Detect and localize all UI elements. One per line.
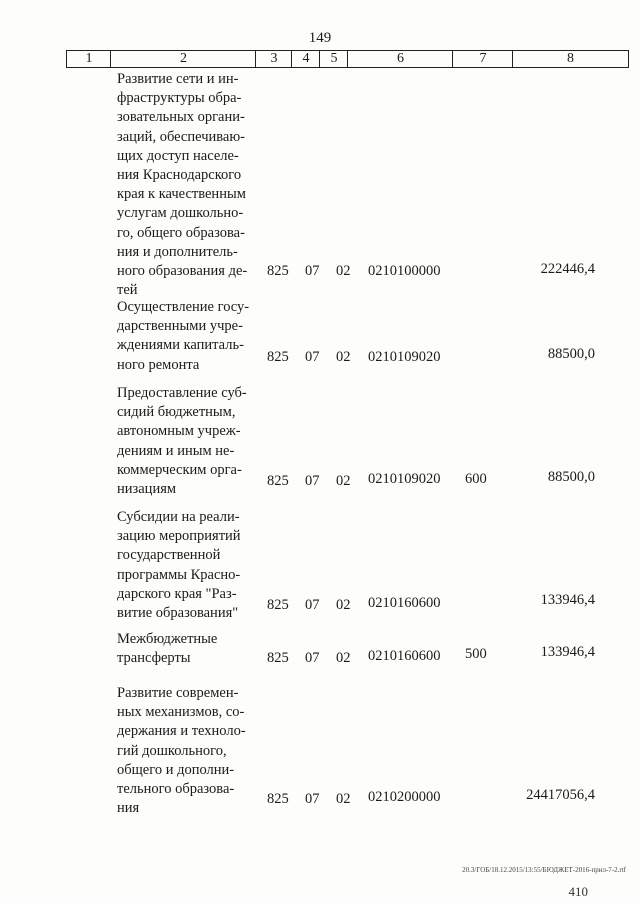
footer-file-code: 20.3/ГОБ/18.12.2015/13:55/БЮДЖЕТ-2016-прил-7-2.rtf [462,866,626,874]
description-line: Субсидии на реали- [117,509,240,525]
row-4-col-6: 0210160600 [368,595,441,611]
header-col-3: 3 [255,50,292,68]
row-5-col-4: 07 [305,650,320,666]
header-col-1: 1 [66,50,111,68]
description-line: зовательных органи- [117,109,245,126]
description-line: дениям и иным не- [117,442,235,459]
row-5-description [117,630,257,668]
description-line: гий дошкольного, [117,742,227,759]
table-header [66,50,628,68]
description-line: государственной [117,547,221,564]
row-3-col-6: 0210109020 [368,471,441,487]
description-line: фраструктуры обра- [117,90,242,107]
description-line: Осуществление госу- [117,299,250,315]
description-line: го, общего образова- [117,224,245,241]
description-line: щих доступ населе- [117,147,239,164]
row-6-col-5: 02 [336,791,351,807]
description-line: ного образования де- [117,263,248,280]
description-line: сидий бюджетным, [117,404,236,421]
row-2-col-4: 07 [305,349,320,365]
description-line: ния [117,800,140,817]
row-3-col-8: 88500,0 [547,469,595,485]
description-line: ния Краснодарского [117,167,242,184]
row-6-col-8: 24417056,4 [526,787,595,803]
row-2-description [117,298,257,375]
row-4-description [117,508,257,623]
description-line: ных механизмов, со- [117,704,245,721]
description-line: тей [117,282,138,299]
description-line: держания и техноло- [117,723,246,740]
row-6-col-6: 0210200000 [368,789,441,805]
row-2-col-5: 02 [336,349,351,365]
row-5-col-5: 02 [336,650,351,666]
description-line: Развитие сети и ин- [117,71,239,87]
description-line: коммерческим орга- [117,461,242,478]
description-line: заций, обеспечиваю- [117,128,246,145]
description-line: Развитие современ- [117,685,239,701]
description-line: общего и дополни- [117,761,235,778]
page-number: 149 [308,30,332,46]
header-col-4: 4 [291,50,320,68]
description-line: зацию мероприятий [117,528,241,545]
description-line: края к качественным [117,186,246,203]
footer-page-number: 410 [568,884,588,899]
description-line: тельного образова- [117,781,235,798]
row-1-description [117,70,257,300]
row-1-col-6: 0210100000 [368,263,441,279]
description-line: услугам дошкольно- [117,205,244,222]
row-2-col-3: 825 [267,349,289,365]
header-col-8: 8 [512,50,629,68]
row-5-col-8: 133946,4 [540,644,595,660]
row-5-col-3: 825 [267,650,289,666]
description-line: ния и дополнитель- [117,243,238,260]
description-line: дарского края "Раз- [117,585,237,602]
description-line: программы Красно- [117,566,241,583]
description-line: ного ремонта [117,356,200,373]
description-line: низациям [117,481,177,498]
row-3-description [117,384,257,499]
header-col-6: 6 [347,50,453,68]
description-line: автономным учреж- [117,423,241,440]
row-1-col-4: 07 [305,263,320,279]
header-col-2: 2 [110,50,256,68]
description-line: Предоставление суб- [117,385,247,401]
row-3-col-3: 825 [267,473,289,489]
row-3-col-5: 02 [336,473,351,489]
row-4-col-5: 02 [336,597,351,613]
row-2-col-8: 88500,0 [547,346,595,362]
row-6-description [117,684,257,818]
description-line: ждениями капиталь- [117,337,244,354]
description-line: витие образования" [117,605,239,622]
row-4-col-4: 07 [305,597,320,613]
description-line: дарственными учре- [117,318,243,335]
row-5-col-6: 0210160600 [368,648,441,664]
row-6-col-3: 825 [267,791,289,807]
row-1-col-8: 222446,4 [540,261,595,277]
description-line: трансферты [117,650,191,667]
row-1-col-5: 02 [336,263,351,279]
description-line: Межбюджетные [117,631,218,647]
row-4-col-3: 825 [267,597,289,613]
row-4-col-8: 133946,4 [540,592,595,608]
row-1-col-3: 825 [267,263,289,279]
row-3-col-4: 07 [305,473,320,489]
header-col-5: 5 [319,50,348,68]
row-2-col-6: 0210109020 [368,349,441,365]
row-6-col-4: 07 [305,791,320,807]
header-col-7: 7 [452,50,513,68]
row-3-col-7: 600 [465,471,487,487]
row-5-col-7: 500 [465,646,487,662]
